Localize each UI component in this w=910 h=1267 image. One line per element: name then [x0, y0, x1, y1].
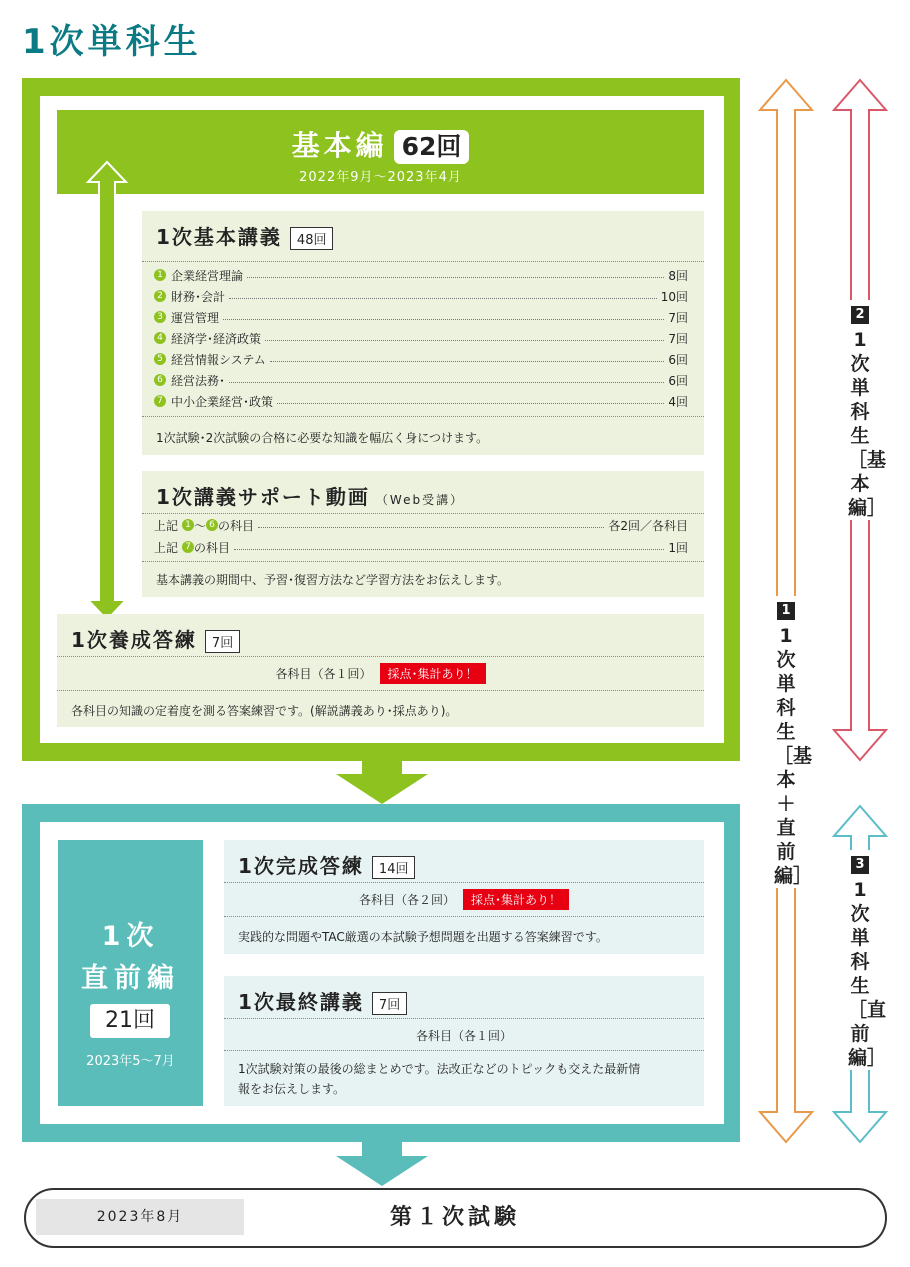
number-icon: 3 — [154, 311, 166, 323]
divider — [224, 1018, 704, 1019]
support-row-value: 各2回／各科目 — [608, 518, 688, 533]
complete-count: 14回 — [372, 856, 416, 879]
course-label-final — [848, 850, 887, 1070]
exam-date: 2023年8月 — [36, 1199, 244, 1235]
last-lecture-title: 1次最終講義 — [238, 990, 364, 1014]
complete-row-text: 各科目（各２回） — [358, 893, 455, 907]
support-video-box — [142, 471, 704, 597]
course-number-badge: 3 — [851, 856, 869, 874]
complete-box — [224, 840, 704, 954]
scoring-tag: 採点･集計あり！ — [380, 663, 486, 684]
divider — [142, 561, 704, 562]
down-arrow-icon — [336, 760, 428, 804]
leader-dots — [247, 277, 664, 278]
subject-row — [154, 265, 688, 285]
leader-dots — [258, 527, 604, 528]
subject-row — [154, 307, 688, 327]
basic-title: 基本編 — [291, 129, 388, 162]
number-icon: 1 — [182, 519, 194, 531]
subject-name: 経営情報システム — [171, 352, 266, 367]
subject-row — [154, 391, 688, 411]
support-row-value: 1回 — [668, 540, 688, 555]
divider — [224, 882, 704, 883]
leader-dots — [229, 382, 664, 383]
training-box — [57, 614, 704, 727]
leader-dots — [265, 340, 664, 341]
number-icon: 1 — [154, 269, 166, 281]
leader-dots — [234, 549, 664, 550]
divider — [142, 416, 704, 417]
leader-dots — [223, 319, 664, 320]
support-row-suffix: の科目 — [218, 518, 255, 533]
last-lecture-count: 7回 — [372, 992, 407, 1015]
course-label-text: 1次単科生［基本＋直前編］ — [774, 625, 813, 887]
subject-count: 10回 — [660, 289, 688, 304]
support-row-tilde: ～ — [194, 518, 207, 533]
divider — [224, 916, 704, 917]
number-icon: 7 — [182, 541, 194, 553]
down-arrow-icon — [336, 1142, 428, 1186]
subject-row — [154, 286, 688, 306]
subject-count: 6回 — [668, 373, 688, 388]
final-label-panel — [58, 840, 203, 1106]
subject-row — [154, 349, 688, 369]
support-title: 1次講義サポート動画 — [156, 485, 370, 509]
basic-period: 2022年9月～2023年4月 — [299, 170, 462, 185]
page-title: 1次単科生 — [22, 22, 202, 62]
support-note: 基本講義の期間中、予習･復習方法など学習方法をお伝えします。 — [156, 573, 510, 587]
complete-row — [224, 889, 704, 910]
final-period: 2023年5～7月 — [86, 1054, 175, 1069]
basic-flow-arrow — [82, 160, 132, 622]
course-number-badge: 2 — [851, 306, 869, 324]
course-label-basic — [848, 300, 887, 520]
leader-dots — [270, 361, 665, 362]
complete-title: 1次完成答練 — [238, 854, 364, 878]
last-lecture-row: 各科目（各１回） — [415, 1029, 512, 1043]
training-row — [57, 663, 704, 684]
divider — [57, 690, 704, 691]
training-title: 1次養成答練 — [71, 628, 197, 652]
support-row — [154, 537, 688, 557]
subject-name: 運営管理 — [171, 310, 220, 325]
divider — [142, 261, 704, 262]
last-lecture-box — [224, 976, 704, 1106]
last-lecture-note-line1: 1次試験対策の最後の総まとめです。法改正などのトピックも交えた最新情 — [238, 1062, 641, 1076]
support-row — [154, 515, 688, 535]
support-row-suffix: の科目 — [194, 540, 231, 555]
subject-count: 7回 — [668, 310, 688, 325]
basic-count-badge: 62回 — [394, 130, 470, 164]
divider — [57, 656, 704, 657]
number-icon: 6 — [206, 519, 218, 531]
leader-dots — [229, 298, 657, 299]
course-number-badge: 1 — [777, 602, 795, 620]
basic-lecture-box — [142, 211, 704, 455]
number-icon: 2 — [154, 290, 166, 302]
subject-name: 経済学･経済政策 — [171, 331, 262, 346]
course-label-full — [774, 596, 813, 888]
subject-count: 8回 — [668, 268, 688, 283]
subject-count: 7回 — [668, 331, 688, 346]
final-label-line1: 1次 — [101, 921, 160, 952]
number-icon: 4 — [154, 332, 166, 344]
divider — [224, 1050, 704, 1051]
support-sub: （Web受講） — [375, 493, 465, 507]
basic-lecture-title: 1次基本講義 — [156, 225, 282, 249]
number-icon: 6 — [154, 374, 166, 386]
divider — [142, 513, 704, 514]
subject-row — [154, 370, 688, 390]
complete-note: 実践的な問題やTAC厳選の本試験予想問題を出題する答案練習です。 — [238, 930, 608, 944]
subject-name: 中小企業経営･政策 — [171, 394, 274, 409]
subject-name: 財務･会計 — [171, 289, 226, 304]
course-label-text: 1次単科生［基本編］ — [848, 329, 887, 519]
support-row-prefix: 上記 — [154, 518, 179, 533]
basic-lecture-count: 48回 — [290, 227, 334, 250]
training-note: 各科目の知識の定着度を測る答案練習です。(解説講義あり･採点あり)。 — [71, 704, 458, 718]
basic-header — [57, 110, 704, 194]
last-lecture-note-line2: 報をお伝えします。 — [238, 1082, 346, 1096]
basic-lecture-note: 1次試験･2次試験の合格に必要な知識を幅広く身につけます。 — [156, 431, 489, 445]
number-icon: 7 — [154, 395, 166, 407]
support-row-prefix: 上記 — [154, 540, 179, 555]
final-count-badge: 21回 — [90, 1004, 170, 1038]
subject-name: 企業経営理論 — [171, 268, 244, 283]
leader-dots — [277, 403, 664, 404]
training-count: 7回 — [205, 630, 240, 653]
scoring-tag: 採点･集計あり！ — [463, 889, 569, 910]
course-label-text: 1次単科生［直前編］ — [848, 879, 887, 1069]
number-icon: 5 — [154, 353, 166, 365]
subject-count: 6回 — [668, 352, 688, 367]
exam-title: 第１次試験 — [389, 1205, 520, 1230]
subject-name: 経営法務･ — [171, 373, 226, 388]
subject-count: 4回 — [668, 394, 688, 409]
final-label-line2: 直前編 — [81, 963, 180, 994]
subject-row — [154, 328, 688, 348]
training-row-text: 各科目（各１回） — [275, 667, 372, 681]
